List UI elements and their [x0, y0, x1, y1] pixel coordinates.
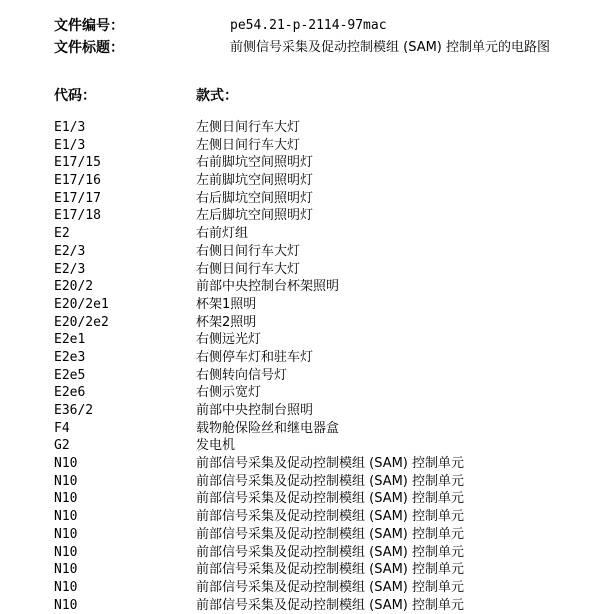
component-description: 前部信号采集及促动控制模组 (SAM) 控制单元 [196, 526, 465, 542]
table-row [54, 508, 602, 526]
table-row [54, 314, 602, 332]
component-description: 前部中央控制台杯架照明 [196, 279, 340, 295]
component-description: 左侧日间行车大灯 [196, 137, 301, 153]
component-code: N10 [54, 509, 78, 525]
component-code: G2 [54, 438, 70, 454]
table-row [54, 544, 602, 562]
table-row [54, 278, 602, 296]
table-row [54, 367, 602, 385]
component-code: N10 [54, 473, 78, 489]
component-description: 前部信号采集及促动控制模组 (SAM) 控制单元 [196, 597, 465, 613]
component-code: E2/3 [54, 243, 86, 259]
table-row [54, 349, 602, 367]
table-row [54, 420, 602, 438]
component-description: 杯架1照明 [196, 296, 257, 312]
table-row [54, 119, 602, 137]
component-code: E17/15 [54, 155, 101, 171]
component-code: E2e5 [54, 367, 86, 383]
table-row [54, 597, 602, 614]
table-row [54, 437, 602, 455]
component-code: E2/3 [54, 261, 86, 277]
component-description: 右侧转向信号灯 [196, 367, 288, 383]
component-list [54, 119, 602, 614]
component-code: E17/16 [54, 173, 101, 189]
component-code: E20/2 [54, 279, 94, 295]
component-description: 右侧远光灯 [196, 332, 262, 348]
component-code: N10 [54, 526, 78, 542]
component-description: 右前脚坑空间照明灯 [196, 155, 314, 171]
component-description: 前部中央控制台照明 [196, 403, 314, 418]
component-description: 右侧停车灯和驻车灯 [196, 349, 314, 365]
component-code: F4 [54, 420, 70, 436]
component-description: 右侧日间行车大灯 [196, 261, 301, 277]
component-description: 前部信号采集及促动控制模组 (SAM) 控制单元 [196, 509, 465, 525]
component-code: N10 [54, 562, 78, 578]
file-title-value: 前侧信号采集及促动控制模组 (SAM) 控制单元的电路图 [230, 40, 551, 55]
component-code: E20/2e1 [54, 296, 109, 312]
column-header-style: 款式： [196, 88, 238, 104]
component-description: 前部信号采集及促动控制模组 (SAM) 控制单元 [196, 491, 465, 507]
file-number-label: 文件编号： [54, 18, 124, 34]
table-row [54, 154, 602, 172]
component-code: N10 [54, 491, 78, 507]
table-row [54, 137, 602, 155]
component-code: E1/3 [54, 137, 86, 153]
table-row [54, 455, 602, 473]
table-row [54, 207, 602, 225]
component-description: 右侧示宽灯 [196, 385, 262, 401]
table-row [54, 225, 602, 243]
component-code: E2e1 [54, 332, 86, 348]
component-description: 左前脚坑空间照明灯 [196, 173, 314, 189]
table-row [54, 384, 602, 402]
component-code: N10 [54, 597, 78, 613]
component-code: E1/3 [54, 120, 86, 135]
component-description: 左后脚坑空间照明灯 [196, 208, 314, 224]
component-description: 前部信号采集及促动控制模组 (SAM) 控制单元 [196, 544, 465, 560]
component-code: E17/17 [54, 190, 101, 206]
component-description: 右侧日间行车大灯 [196, 243, 301, 259]
component-description: 左侧日间行车大灯 [196, 120, 301, 135]
table-row [54, 490, 602, 508]
component-description: 发电机 [196, 438, 236, 454]
table-row [54, 473, 602, 491]
table-row [54, 402, 602, 420]
component-code: E2e6 [54, 385, 86, 401]
component-code: E20/2e2 [54, 314, 109, 330]
component-code: N10 [54, 456, 78, 472]
component-description: 右后脚坑空间照明灯 [196, 190, 314, 206]
column-header-code: 代码： [54, 88, 96, 104]
component-code: E2e3 [54, 349, 86, 365]
component-code: E17/18 [54, 208, 101, 224]
component-code: N10 [54, 544, 78, 560]
component-code: E36/2 [54, 403, 94, 418]
component-code: N10 [54, 579, 78, 595]
table-row [54, 243, 602, 261]
table-row [54, 579, 602, 597]
table-row [54, 331, 602, 349]
component-description: 杯架2照明 [196, 314, 257, 330]
table-row [54, 261, 602, 279]
component-description: 前部信号采集及促动控制模组 (SAM) 控制单元 [196, 473, 465, 489]
component-description: 右前灯组 [196, 226, 249, 242]
table-row [54, 296, 602, 314]
table-row [54, 172, 602, 190]
component-description: 前部信号采集及促动控制模组 (SAM) 控制单元 [196, 579, 465, 595]
component-code: E2 [54, 226, 70, 242]
component-description: 前部信号采集及促动控制模组 (SAM) 控制单元 [196, 562, 465, 578]
file-title-label: 文件标题： [54, 40, 124, 56]
table-row [54, 190, 602, 208]
table-row [54, 526, 602, 544]
file-number-value: pe54.21-p-2114-97mac [230, 18, 387, 33]
component-description: 载物舱保险丝和继电器盒 [196, 420, 340, 436]
table-row [54, 561, 602, 579]
component-description: 前部信号采集及促动控制模组 (SAM) 控制单元 [196, 456, 465, 472]
